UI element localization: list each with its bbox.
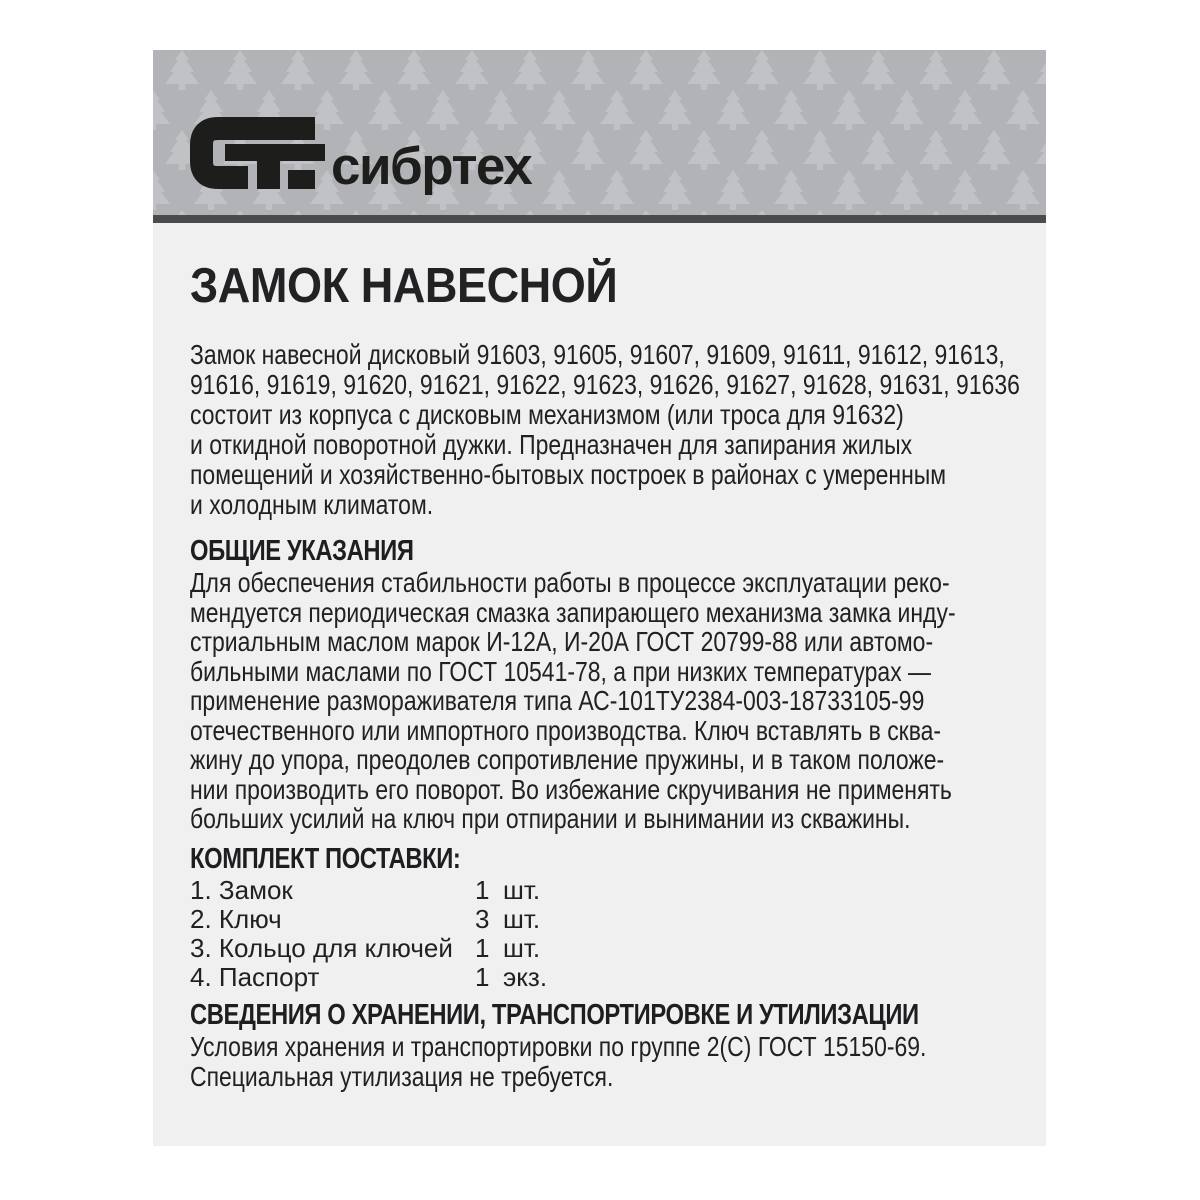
text-line: стриальным маслом марок И-12А, И-20А ГОСТ 20799-88 или автомо-: [190, 626, 934, 657]
text-line: бильными маслами по ГОСТ 10541-78, а при низких температурах —: [190, 655, 932, 687]
section-storage: [190, 998, 1010, 1092]
section-kit-heading: КОМПЛЕКТ ПОСТАВКИ:: [190, 842, 461, 875]
text-line: Условия хранения и транспортировки по группе 2(С) ГОСТ 15150-69.: [190, 1030, 927, 1062]
kit-item-unit: шт.: [503, 932, 541, 963]
kit-item-unit: экз.: [503, 961, 548, 992]
kit-item: [190, 905, 1010, 934]
page-title: ЗАМОК НАВЕСНОЙ: [190, 259, 618, 313]
text-line: мендуется периодическая смазка запирающего механизма замка инду-: [190, 596, 956, 628]
text-line: жину до упора, преодолев сопротивление пружины, и в таком положе-: [190, 744, 945, 775]
kit-item-name: 1. Замок: [190, 874, 293, 905]
kit-item: [190, 934, 1010, 963]
kit-item-qty: 1: [475, 932, 490, 963]
kit-item-qty: 3: [475, 903, 490, 934]
passport-content: [153, 259, 1046, 1092]
header-divider: [153, 215, 1046, 223]
section-kit-heading-wrap: [190, 842, 1010, 876]
text-line: нии производить его поворот. Во избежание скручивания не применять: [190, 773, 952, 805]
text-line: применение размораживателя типа АС-101ТУ2384-003-18733105-99: [190, 685, 925, 716]
section-storage-heading: СВЕДЕНИЯ О ХРАНЕНИИ, ТРАНСПОРТИРОВКЕ И УТИЛИЗАЦИИ: [190, 998, 919, 1031]
intro-paragraph: [190, 339, 1020, 520]
kit-item-name: 2. Ключ: [190, 903, 282, 934]
kit-item: [190, 876, 1010, 905]
section-general-heading: ОБЩИЕ УКАЗАНИЯ: [190, 535, 414, 567]
text-line: больших усилий на ключ при отпирании и вынимании из скважины.: [190, 803, 911, 834]
text-line: Для обеспечения стабильности работы в процессе эксплуатации реко-: [190, 567, 950, 598]
text-line: и холодным климатом.: [190, 489, 434, 520]
ct-monogram-icon: [190, 117, 325, 189]
kit-item: [190, 963, 1010, 992]
text-line: Замок навесной дисковый 91603, 91605, 91607, 91609, 91611, 91612, 91613,: [190, 339, 1005, 370]
text-line: помещений и хозяйственно-бытовых построек в районах с умеренным: [190, 459, 947, 490]
kit-item-qty: 1: [475, 874, 490, 905]
kit-item-unit: шт.: [503, 874, 541, 905]
text-line: 91616, 91619, 91620, 91621, 91622, 91623, 91626, 91627, 91628, 91631, 91636: [190, 369, 1020, 400]
kit-item-unit: шт.: [503, 903, 541, 934]
passport-page: [153, 50, 1046, 1146]
brand-header: [153, 50, 1046, 215]
kit-list: [190, 876, 1010, 992]
kit-item-qty: 1: [475, 961, 490, 992]
text-line: Специальная утилизация не требуется.: [190, 1060, 614, 1092]
text-line: отечественного или импортного производства. Ключ вставлять в сква-: [190, 714, 942, 746]
section-general: [190, 534, 1010, 834]
text-line: состоит из корпуса с дисковым механизмом (или троса для 91632): [190, 399, 904, 430]
text-line: и откидной поворотной дужки. Предназначен для запирания жилых: [190, 429, 913, 460]
kit-item-name: 4. Паспорт: [190, 961, 320, 992]
kit-item-name: 3. Кольцо для ключей: [190, 932, 453, 963]
brand-logo-text: сибртех: [331, 137, 532, 196]
